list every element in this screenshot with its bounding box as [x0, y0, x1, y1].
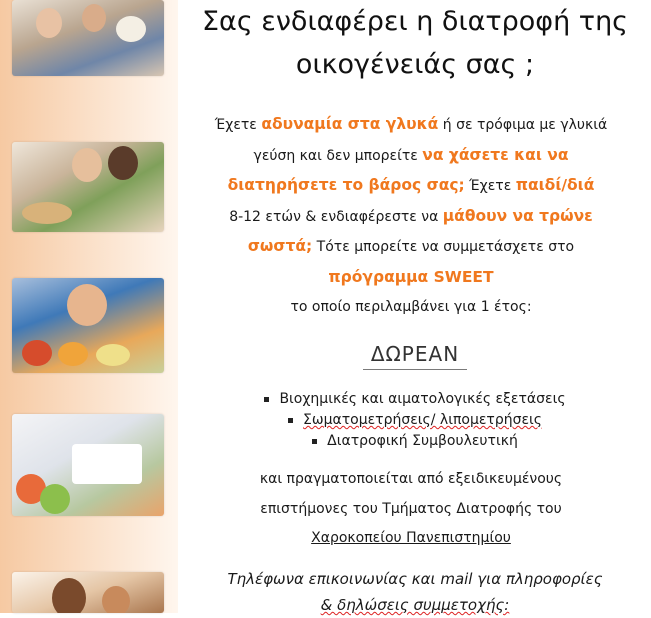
intro-line-1: [186, 110, 636, 141]
photo-sidebar: [0, 0, 178, 613]
university-name: Χαροκοπείου Πανεπιστημίου: [311, 530, 511, 546]
contact-line-2: & δηλώσεις συμμετοχής:: [320, 596, 510, 614]
intro-line-7: [186, 293, 636, 323]
intro-line-4: [186, 202, 636, 233]
contact-info: [180, 566, 650, 618]
intro-text: γεύση και δεν μπορείτε: [253, 147, 423, 164]
free-label: ΔΩΡΕΑΝ: [180, 342, 650, 366]
intro-text: 8-12 ετών & ενδιαφέρεστε να: [229, 208, 443, 225]
intro-line-2: [186, 141, 636, 172]
consultation-notes-photo: [12, 414, 164, 516]
provider-paragraph: [186, 465, 636, 554]
list-item: [180, 389, 650, 410]
services-list: [180, 389, 650, 452]
intro-text: ή σε τρόφιμα με γλυκιά: [438, 117, 608, 133]
bullet-icon: [312, 439, 317, 444]
highlight-lose-weight: να χάσετε και να: [422, 145, 569, 164]
provider-line-1: και πραγματοποιείται από εξειδικευμένους: [259, 471, 563, 487]
family-kitchen-photo: [12, 142, 164, 232]
intro-text: Τότε μπορείτε να συμμετάσχετε στο: [312, 239, 575, 255]
contact-line-1: Τηλέφωνα επικοινωνίας και mail για πληροφορίες: [227, 570, 603, 588]
service-label: Διατροφική Συμβουλευτική: [327, 433, 518, 449]
highlight-learn-eat: μάθουν να τρώνε: [442, 206, 593, 225]
highlight-sweets: αδυναμία στα γλυκά: [261, 115, 439, 133]
page-title: [180, 0, 650, 86]
list-item: [180, 431, 650, 452]
child-fruit-photo: [12, 278, 164, 373]
list-item: [180, 410, 650, 431]
intro-text: Έχετε: [214, 117, 262, 133]
mother-child-photo: [12, 572, 164, 613]
intro-line-3: [186, 171, 636, 202]
title-line-1: Σας ενδιαφέρει η διατροφή της: [201, 6, 629, 37]
intro-paragraph: [186, 110, 636, 323]
intro-line-6: [186, 263, 636, 294]
intro-line-5: [186, 232, 636, 263]
bullet-icon: [264, 397, 269, 402]
program-name: πρόγραμμα SWEET: [328, 267, 494, 286]
highlight-correctly: σωστά;: [247, 237, 313, 255]
highlight-keep-weight: διατηρήσετε το βάρος σας;: [227, 176, 465, 194]
intro-text: Έχετε: [464, 178, 516, 194]
service-label: Βιοχημικές και αιματολογικές εξετάσεις: [279, 391, 566, 407]
family-sofa-photo: [12, 0, 164, 76]
title-line-2: οικογένειάς σας ;: [295, 49, 535, 80]
highlight-child: παιδί/διά: [515, 176, 595, 194]
intro-text: το οποίο περιλαμβάνει για 1 έτος:: [290, 299, 532, 315]
service-label: Σωματομετρήσεις/ λιπομετρήσεις: [303, 412, 542, 428]
provider-line-2: επιστήμονες του Τμήματος Διατροφής του: [260, 500, 562, 517]
bullet-icon: [288, 418, 293, 423]
